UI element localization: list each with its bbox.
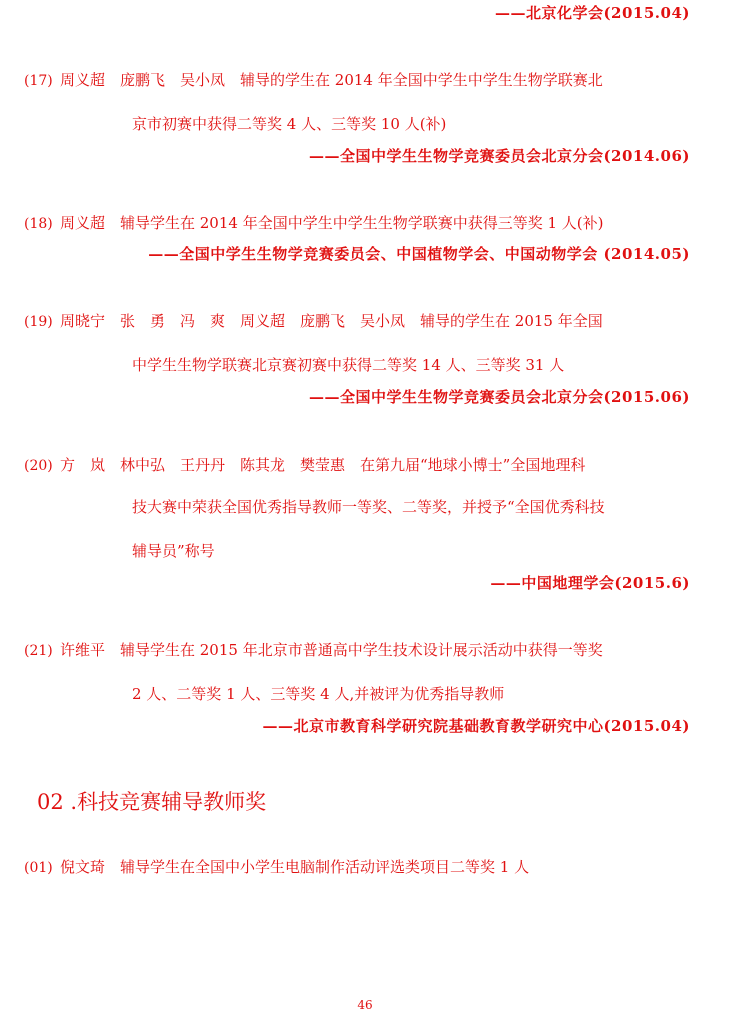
section-heading: 02 .科技竞赛辅导教师奖 — [37, 790, 267, 814]
award-source: ——全国中学生生物学竞赛委员会北京分会(2014.06) — [308, 147, 690, 165]
award-entry-21 — [24, 639, 603, 660]
entry-text: 周义超 庞鹏飞 吴小凤 辅导的学生在 2014 年全国中学生中学生生物学联赛北 — [60, 71, 603, 89]
entry-text: 周晓宁 张 勇 冯 爽 周义超 庞鹏飞 吴小凤 辅导的学生在 2015 年全国 — [60, 312, 603, 330]
entry-text: 周义超 辅导学生在 2014 年全国中学生中学生生物学联赛中获得三等奖 1 人(补) — [60, 214, 604, 232]
entry-text-continued: 辅导员”称号 — [132, 542, 215, 560]
entry-number: (18) — [24, 216, 53, 232]
entry-number: (17) — [24, 73, 53, 89]
entry-text: 倪文琦 辅导学生在全国中小学生电脑制作活动评选类项目二等奖 1 人 — [60, 858, 530, 876]
entry-text-continued: 技大赛中荣获全国优秀指导教师一等奖、二等奖，并授予“全国优秀科技 — [132, 498, 605, 516]
award-entry-18 — [24, 212, 604, 233]
entry-number: (20) — [24, 458, 53, 474]
award-entry-01 — [24, 856, 529, 877]
entry-number: (21) — [24, 643, 53, 659]
award-entry-19 — [24, 310, 603, 331]
page-number: 46 — [357, 998, 373, 1012]
award-source: ——全国中学生生物学竞赛委员会北京分会(2015.06) — [308, 388, 690, 406]
entry-text-continued: 2 人、二等奖 1 人、三等奖 4 人,并被评为优秀指导教师 — [132, 685, 505, 703]
award-entry-20 — [24, 454, 585, 475]
entry-text-continued: 中学生生物学联赛北京赛初赛中获得二等奖 14 人、三等奖 31 人 — [132, 356, 565, 374]
entry-number: (19) — [24, 314, 53, 330]
entry-text-continued: 京市初赛中获得二等奖 4 人、三等奖 10 人(补) — [132, 115, 447, 133]
award-source: ——北京化学会(2015.04) — [494, 4, 690, 22]
award-source: ——全国中学生生物学竞赛委员会、中国植物学会、中国动物学会 (2014.05) — [148, 245, 690, 263]
entry-text: 方 岚 林中弘 王丹丹 陈其龙 樊莹惠 在第九届“地球小博士”全国地理科 — [60, 456, 586, 474]
entry-number: (01) — [24, 860, 53, 876]
award-entry-17 — [24, 69, 603, 90]
award-source: ——中国地理学会(2015.6) — [490, 574, 690, 592]
entry-text: 许维平 辅导学生在 2015 年北京市普通高中学生技术设计展示活动中获得一等奖 — [60, 641, 603, 659]
award-source: ——北京市教育科学研究院基础教育教学研究中心(2015.04) — [262, 717, 690, 735]
